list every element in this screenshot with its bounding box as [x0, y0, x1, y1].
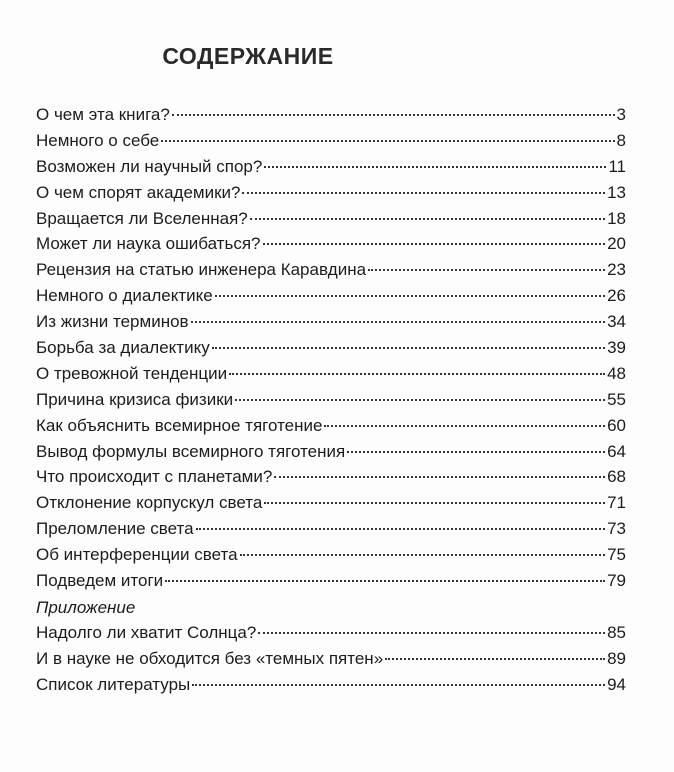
toc-entry-page: 13	[607, 182, 626, 202]
toc-entry	[36, 464, 626, 490]
toc-entry	[36, 646, 626, 672]
toc-entry-page: 8	[616, 130, 626, 150]
toc-entry-page: 85	[607, 622, 626, 642]
toc-entry	[36, 516, 626, 542]
toc-entry-page: 34	[607, 312, 626, 332]
dot-leader	[347, 450, 605, 453]
dot-leader	[215, 294, 605, 297]
toc-entry-page: 26	[607, 286, 626, 306]
toc-entry-page: 73	[607, 519, 626, 539]
table-of-contents	[36, 102, 626, 698]
toc-entry-label: Надолго ли хватит Солнца?	[36, 622, 257, 642]
toc-entry-page: 48	[607, 363, 626, 383]
toc-entry-page: 55	[607, 389, 626, 409]
toc-entry	[36, 206, 626, 232]
toc-entry-label: Как объяснить всемирное тяготение	[36, 415, 323, 435]
toc-entry-label: Вращается ли Вселенная?	[36, 208, 248, 228]
toc-entry-label: Рецензия на статью инженера Каравдина	[36, 260, 367, 280]
toc-entry-label: Преломление света	[36, 519, 194, 539]
toc-entry-page: 18	[607, 208, 626, 228]
toc-entry	[36, 180, 626, 206]
dot-leader	[161, 139, 614, 142]
toc-entry-label: Немного о диалектике	[36, 286, 213, 306]
toc-entry	[36, 335, 626, 361]
toc-entry-label: Возможен ли научный спор?	[36, 156, 263, 176]
toc-entry	[36, 542, 626, 568]
toc-entry-label: О чем эта книга?	[36, 105, 170, 124]
dot-leader	[165, 579, 605, 582]
dot-leader	[191, 320, 606, 323]
toc-entry-label: Борьба за диалектику	[36, 338, 210, 358]
toc-entry-label: Список литературы	[36, 674, 191, 694]
dot-leader	[274, 475, 605, 478]
toc-entry-label: Из жизни терминов	[36, 312, 189, 332]
toc-entry	[36, 283, 626, 309]
toc-entry-label: Подведем итоги	[36, 571, 164, 591]
toc-entry-page: 68	[607, 467, 626, 487]
toc-entry	[36, 361, 626, 387]
toc-entry-page: 20	[607, 234, 626, 254]
toc-entry-label: О тревожной тенденции	[36, 363, 228, 383]
toc-entry	[36, 309, 626, 335]
dot-leader	[264, 165, 606, 168]
toc-entry-label: Что происходит с планетами?	[36, 467, 273, 487]
dot-leader	[172, 113, 615, 116]
page-title: СОДЕРЖАНИЕ	[162, 43, 334, 69]
toc-entry-page: 79	[607, 571, 626, 591]
toc-entry	[36, 620, 626, 646]
toc-entry-page: 39	[607, 338, 626, 358]
toc-entry	[36, 154, 626, 180]
dot-leader	[264, 501, 605, 504]
toc-entry-page: 89	[607, 648, 626, 668]
toc-entry	[36, 490, 626, 516]
dot-leader	[324, 424, 605, 427]
dot-leader	[263, 242, 606, 245]
dot-leader	[258, 631, 605, 634]
toc-entry-page: 94	[607, 674, 626, 694]
toc-entry-page: 71	[607, 493, 626, 513]
toc-entry-label: Может ли наука ошибаться?	[36, 234, 261, 254]
dot-leader	[385, 657, 605, 660]
toc-entry	[36, 672, 626, 698]
appendix-heading: Приложение	[36, 597, 136, 617]
dot-leader	[240, 553, 606, 556]
dot-leader	[242, 191, 605, 194]
toc-entry-label: Немного о себе	[36, 130, 160, 150]
dot-leader	[368, 268, 605, 271]
toc-entry-page: 23	[607, 260, 626, 280]
toc-entry-label: Об интерференции света	[36, 545, 238, 565]
toc-entry-label: Причина кризиса физики	[36, 389, 234, 409]
toc-entry	[36, 231, 626, 257]
toc-entry-label: Отклонение корпускул света	[36, 493, 263, 513]
toc-entry-page: 11	[608, 156, 626, 176]
dot-leader	[192, 683, 605, 686]
toc-entry-page: 3	[616, 105, 626, 124]
dot-leader	[250, 217, 605, 220]
toc-entry-label: О чем спорят академики?	[36, 182, 241, 202]
toc-entry-page: 75	[607, 545, 626, 565]
toc-entry-label: И в науке не обходится без «темных пятен»	[36, 648, 384, 668]
dot-leader	[212, 346, 605, 349]
dot-leader	[196, 527, 606, 530]
toc-entry	[36, 128, 626, 154]
toc-entry	[36, 102, 626, 128]
dot-leader	[229, 372, 605, 375]
toc-entry	[36, 257, 626, 283]
toc-entry	[36, 439, 626, 465]
toc-entry	[36, 413, 626, 439]
toc-entry	[36, 387, 626, 413]
toc-entry	[36, 568, 626, 594]
toc-entry-page: 60	[607, 415, 626, 435]
dot-leader	[235, 398, 605, 401]
toc-entry-page: 64	[607, 441, 626, 461]
toc-entry-label: Вывод формулы всемирного тяготения	[36, 441, 346, 461]
